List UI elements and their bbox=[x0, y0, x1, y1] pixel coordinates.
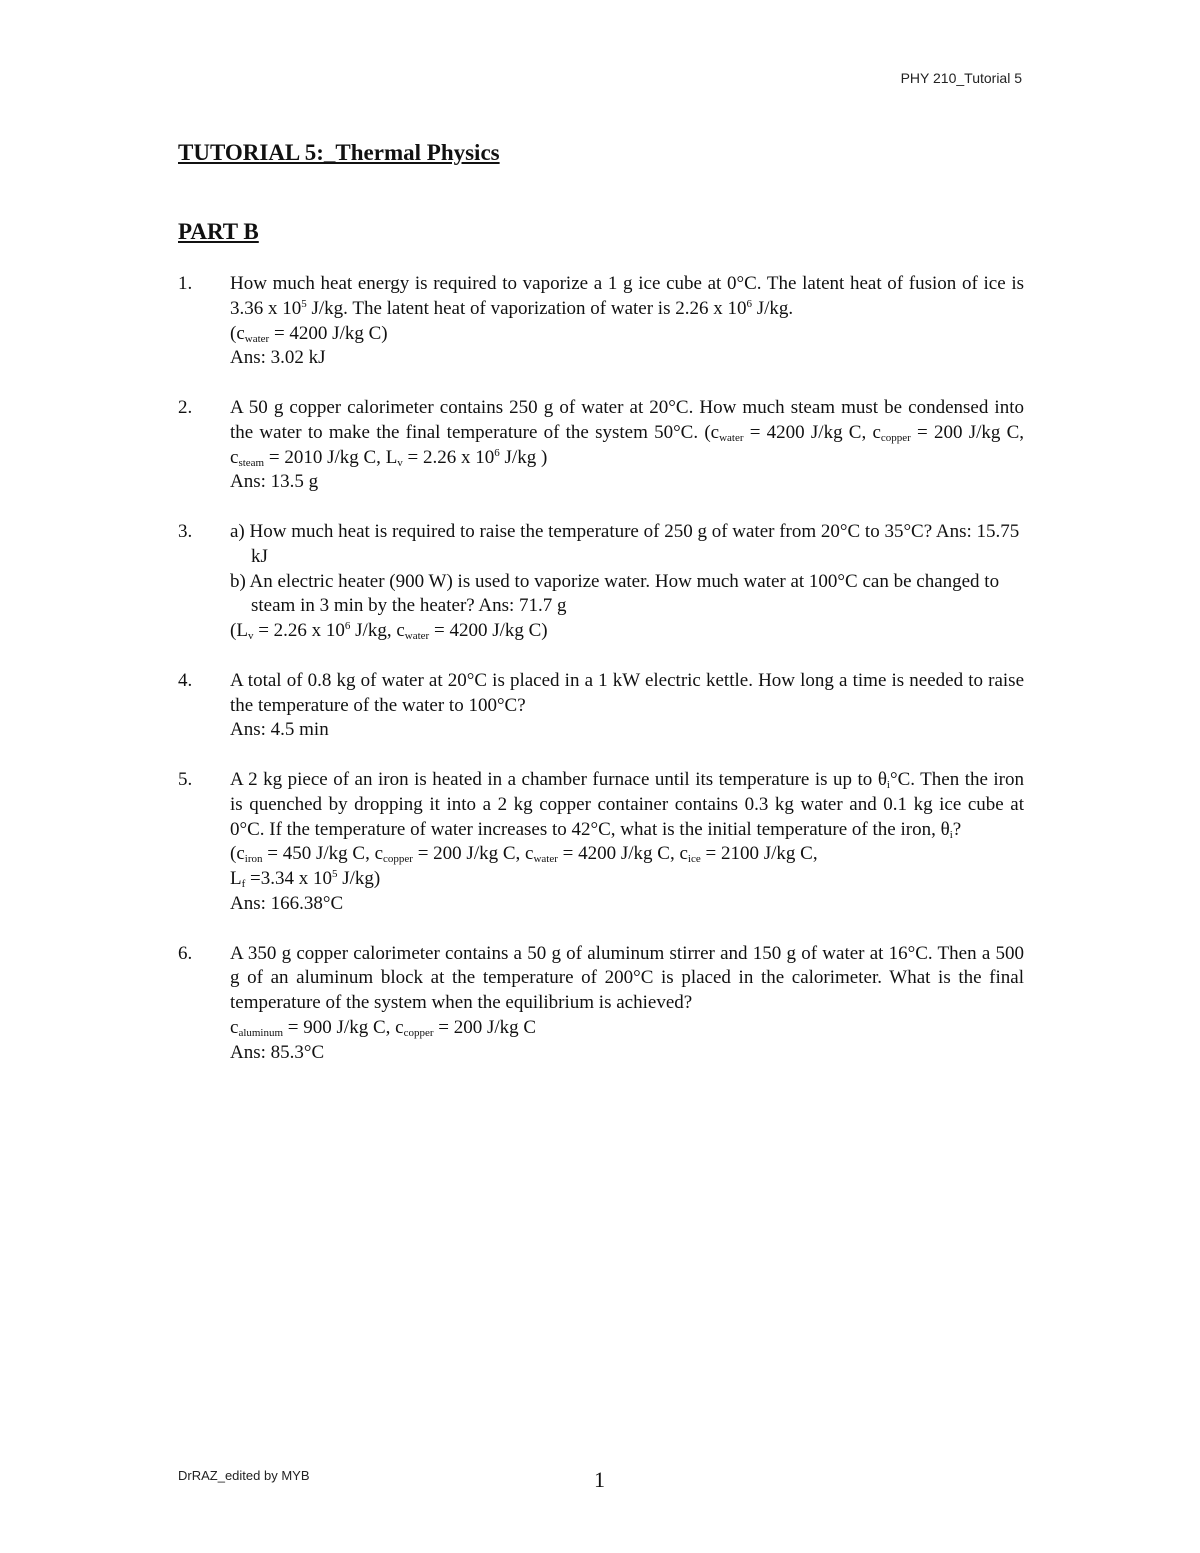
given-constants: ($c_{water} = 4200$ J/kg C) bbox=[230, 322, 388, 345]
question-text: A 350 g copper calorimeter contains a 50 g of aluminum stirrer and 150 g of water at 16°C. Then a 500 g of an aluminum block at the temperature of 200°C is placed in the calorimeter. What is the final temperature of the system when the equilibrium is achieved? bbox=[230, 942, 1024, 1014]
document-title: TUTORIAL 5:_Thermal Physics bbox=[178, 140, 500, 165]
question-text: How much heat energy is required to vaporize a 1 g ice cube at 0°C. The latent heat of fusion of ice is 3.36 x $10^5$ J/kg. The latent heat of vaporization of water is 2.26 x $10^6$ J/kg. bbox=[230, 273, 1024, 319]
question-number: 2. bbox=[178, 396, 193, 418]
question-text: A 50 g copper calorimeter contains 250 g of water at 20°C. How much steam must be condensed into the water to make the final temperature of the system 50°C. ($c_{water} = 4200$ J/kg C, $c_{copper} = 200$ J/kg C, $c_{steam} = 2010$ J/kg C, $L_v = 2.26$ x $10^6$ J/kg ) bbox=[230, 396, 1025, 469]
question-number: 5. bbox=[178, 768, 193, 790]
question-6 bbox=[178, 942, 1024, 1066]
question-text: A total of 0.8 kg of water at 20°C is placed in a 1 kW electric kettle. How long a time is needed to raise the temperature of the water to 100°C? bbox=[230, 669, 1024, 716]
question-number: 3. bbox=[178, 520, 193, 542]
given-constants: $c_{aluminum} = 900$ J/kg C, $c_{copper} = 200$ J/kg C bbox=[230, 1016, 537, 1039]
question-2 bbox=[178, 396, 1024, 495]
answer: Ans: 4.5 min bbox=[230, 719, 329, 741]
answer: Ans: 85.3°C bbox=[230, 1041, 325, 1063]
answer: Ans: 3.02 kJ bbox=[230, 347, 326, 369]
question-part-b: b) An electric heater (900 W) is used to vaporize water. How much water at 100°C can be changed to steam in 3 min by the heater? Ans: 71.7 g bbox=[230, 570, 1000, 617]
answer: Ans: 13.5 g bbox=[230, 471, 319, 493]
question-text: A 2 kg piece of an iron is heated in a chamber furnace until its temperature is up to $\theta_i^\circ C$. Then the iron is quenched by dropping it into a 2 kg copper container contains 0.3 kg water and 0.1 kg ice cube at 0°C. If the temperature of water increases to 42°C, what is the initial temperature of the iron, $\theta_i$? bbox=[230, 768, 1025, 841]
question-list bbox=[178, 272, 1024, 1090]
page-number: 1 bbox=[594, 1467, 605, 1492]
question-3 bbox=[178, 520, 1024, 644]
part-heading: PART B bbox=[178, 219, 259, 244]
given-constants: ($L_v = 2.26$ x $10^6$ J/kg, $c_{water} = 4200$ J/kg C) bbox=[230, 620, 548, 643]
given-constants: ($c_{iron} = 450$ J/kg C, $c_{copper} = 200$ J/kg C, $c_{water} = 4200$ J/kg C, $c_{ice} = 2100$ J/kg C, bbox=[230, 843, 818, 866]
answer: Ans: 166.38°C bbox=[230, 892, 344, 914]
question-1 bbox=[178, 272, 1024, 371]
given-constants-latent: $L_f =3.34$ x $10^5$ J/kg) bbox=[230, 868, 381, 891]
question-5 bbox=[178, 768, 1024, 917]
question-number: 4. bbox=[178, 669, 193, 691]
question-part-a: a) How much heat is required to raise the temperature of 250 g of water from 20°C to 35°C? Ans: 15.75 kJ bbox=[230, 520, 1020, 567]
question-4 bbox=[178, 669, 1024, 743]
question-number: 6. bbox=[178, 942, 193, 964]
page-header: PHY 210_Tutorial 5 bbox=[900, 70, 1022, 86]
question-number: 1. bbox=[178, 273, 193, 294]
footer-author: DrRAZ_edited by MYB bbox=[178, 1468, 310, 1483]
